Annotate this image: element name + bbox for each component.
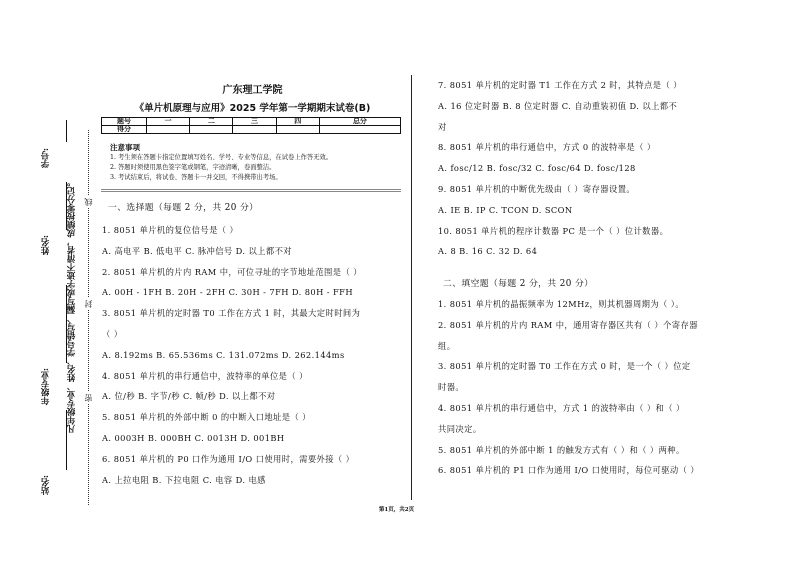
question-line: 5. 8051 单片机的外部中断 0 的中断入口地址是（ ） <box>102 412 311 423</box>
question-line: 10. 8051 单片机的程序计数器 PC 是一个（ ）位计数器。 <box>438 225 669 236</box>
score-header-cell: 二 <box>190 118 233 126</box>
question-line: 6. 8051 单片机的 P1 口作为通用 I/O 口使用时，每位可驱动（ ） <box>438 465 700 476</box>
options-line: A. fosc/12 B. fosc/32 C. fosc/64 D. fosc/128 <box>438 163 636 174</box>
exam-title: 《单片机原理与应用》2025 学年第一学期期末试卷(B) <box>134 103 371 114</box>
name-label: 姓名: <box>41 235 51 256</box>
score-table <box>101 117 401 134</box>
score-header-cell: 四 <box>276 118 319 126</box>
options-line: A. 位/秒 B. 字节/秒 C. 帧/秒 D. 以上都不对 <box>102 391 276 402</box>
question-line: 2. 8051 单片机的片内 RAM 中，通用寄存器区共有（ ）个寄存器 <box>438 319 698 330</box>
score-header-cell: 三 <box>233 118 276 126</box>
question-line: 4. 8051 单片机的串行通信中，波特率的单位是（ ） <box>102 370 308 381</box>
score-header-cell: 总分 <box>319 118 400 126</box>
question-line: 3. 8051 单片机的定时器 T0 工作在方式 0 时，是一个（ ）位定 <box>438 361 691 372</box>
seal-mark: 密 <box>84 394 93 402</box>
section-2-title: 二、填空题（每题 2 分，共 20 分） <box>443 279 594 289</box>
question-line: 8. 8051 单片机的串行通信中，方式 0 的波特率是（ ） <box>438 142 656 153</box>
question-line: 7. 8051 单片机的定时器 T1 工作在方式 2 时，其特点是（ ） <box>438 80 682 90</box>
score-header-cell: 一 <box>147 118 190 126</box>
options-line: A. 8.192ms B. 65.536ms C. 131.072ms D. 262.144ms <box>102 349 345 360</box>
options-line: 对 <box>438 121 447 132</box>
question-line: 组。 <box>438 340 456 351</box>
score-cell[interactable] <box>233 126 276 134</box>
column-divider <box>411 75 412 500</box>
question-line: （ ） <box>102 328 123 339</box>
score-row-label: 得分 <box>102 126 147 134</box>
major-label: 年级专业: <box>41 368 51 406</box>
notes-item: 2. 答题时须使用黑色签字笔或钢笔，字迹清晰，卷面整洁。 <box>110 164 276 171</box>
seal-mark: 封 <box>84 300 93 308</box>
question-line: 5. 8051 单片机的外部中断 1 的触发方式有（ ）和（ ）两种。 <box>438 444 685 455</box>
options-line: A. 高电平 B. 低电平 C. 脉冲信号 D. 以上都不对 <box>102 245 292 256</box>
notes-item: 1. 考生须在答题卡指定位置填写姓名、学号、专业等信息，在试卷上作答无效。 <box>110 154 333 161</box>
options-line: A. 16 位定时器 B. 8 位定时器 C. 自动重装初值 D. 以上都不 <box>438 100 678 111</box>
score-cell[interactable] <box>190 126 233 134</box>
score-table-row <box>102 126 401 134</box>
options-line: A. 0003H B. 000BH C. 0013H D. 001BH <box>102 432 285 443</box>
right-question-list-b <box>438 294 699 481</box>
question-line: 1. 8051 单片机的复位信号是（ ） <box>102 225 239 235</box>
question-line: 共同决定。 <box>438 423 482 434</box>
options-line: A. 上拉电阻 B. 下拉电阻 C. 电容 D. 电感 <box>102 474 266 485</box>
options-line: A. 00H - 1FH B. 20H - 2FH C. 30H - 7FH D. 80H - FFH <box>102 287 353 298</box>
page-number: 第1页，共2页 <box>378 507 415 513</box>
score-header-cell: 题号 <box>102 118 147 126</box>
seal-mark: 线 <box>84 198 93 206</box>
right-question-list-a <box>438 75 682 262</box>
notes-item: 3. 考试结束后，将试卷、答题卡一并交回，不得携带出考场。 <box>110 174 282 181</box>
left-question-list <box>102 220 362 490</box>
score-cell[interactable] <box>319 126 400 134</box>
station-label: 站名: <box>41 475 51 496</box>
section-1-title: 一、选择题（每题 2 分，共 20 分） <box>108 203 259 213</box>
options-line: A. IE B. IP C. TCON D. SCON <box>438 204 573 215</box>
student-id-label: 学号: <box>41 148 51 169</box>
question-line: 6. 8051 单片机的 P0 口作为通用 I/O 口使用时，需要外接（ ） <box>102 453 355 464</box>
question-line: 1. 8051 单片机的晶振频率为 12MHz，则其机器周期为（ ）。 <box>438 299 685 309</box>
student-id-field[interactable] <box>66 120 67 142</box>
notes-title: 注意事项 <box>110 143 140 152</box>
score-cell[interactable] <box>276 126 319 134</box>
school-name: 广东理工学院 <box>222 85 283 96</box>
question-line: 时器。 <box>438 382 465 393</box>
seal-dotted-line <box>88 130 89 505</box>
question-line: 3. 8051 单片机的定时器 T0 工作在方式 1 时，其最大定时时间为 <box>102 308 361 319</box>
notes-block <box>110 143 332 183</box>
score-cell[interactable] <box>147 126 190 134</box>
question-line: 4. 8051 单片机的串行通信中，方式 1 的波特率由（ ）和（ ） <box>438 402 685 413</box>
question-line: 9. 8051 单片机的中断优先级由（ ）寄存器设置。 <box>438 183 636 194</box>
score-table-header-row <box>102 118 401 126</box>
double-rule-divider <box>101 189 401 192</box>
binding-notice: 凡年级专业、姓名、学号错写、漏写或字迹不清者，成绩按零分记。 <box>67 178 77 433</box>
options-line: A. 8 B. 16 C. 32 D. 64 <box>438 246 538 257</box>
question-line: 2. 8051 单片机的片内 RAM 中，可位寻址的字节地址范围是（ ） <box>102 266 362 277</box>
